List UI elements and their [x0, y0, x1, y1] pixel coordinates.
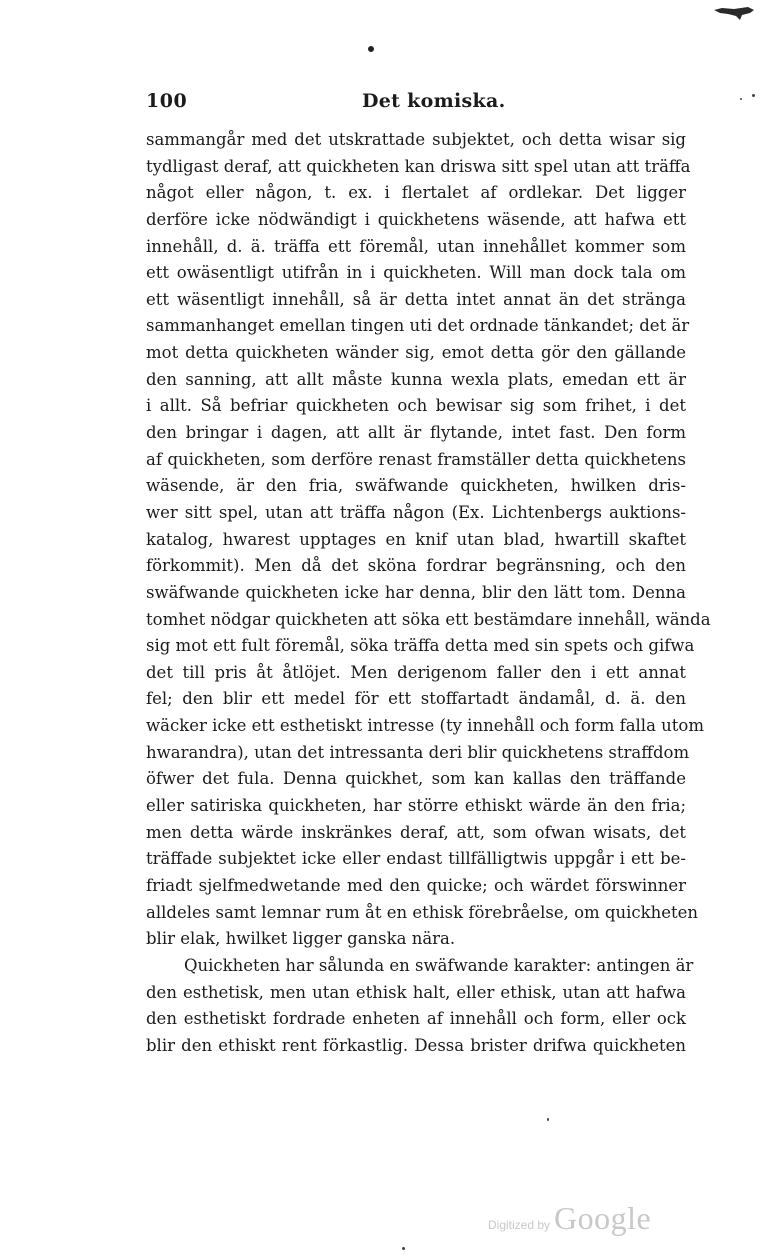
- text-line: ett owäsentligt utifrån in i quickheten. Will man dock tala om: [146, 263, 686, 283]
- text-line: blir den ethiskt rent förkastlig. Dessa brister drifwa quickheten: [146, 1035, 686, 1055]
- text-line: innehåll, d. ä. träffa ett föremål, utan innehållet kommer som: [146, 236, 686, 256]
- text-line: katalog, hwarest upptages en knif utan blad, hwartill skaftet: [146, 529, 686, 549]
- text-line: sammanhanget emellan tingen uti det ordnade tänkandet; det är: [146, 316, 690, 336]
- text-line: den bringar i dagen, att allt är flytande, intet fast. Den form: [146, 423, 686, 443]
- text-line: Quickheten har sålunda en swäfwande karakter: antingen är: [184, 955, 694, 975]
- text-line: den esthetiskt fordrade enheten af innehåll och form, eller ock: [146, 1009, 686, 1029]
- text-line: eller satiriska quickheten, har större ethiskt wärde än den fria;: [146, 796, 686, 816]
- text-line: derföre icke nödwändigt i quickhetens wäsende, att hafwa ett: [146, 209, 686, 229]
- text-line: wer sitt spel, utan att träffa någon (Ex. Lichtenbergs auktions-: [146, 502, 686, 522]
- ink-speck: [402, 1247, 405, 1250]
- ink-dot: [368, 46, 374, 52]
- text-line: wäsende, är den fria, swäfwande quickheten, hwilken dris-: [146, 476, 686, 496]
- google-logo: Google: [554, 1200, 652, 1236]
- corner-ink-smudge: [712, 4, 756, 22]
- text-line: blir elak, hwilket ligger ganska nära.: [146, 929, 456, 949]
- text-line: träffade subjektet icke eller endast tillfälligtwis uppgår i ett be-: [146, 849, 686, 869]
- ink-speck: [740, 98, 742, 100]
- text-line: sig mot ett fult föremål, söka träffa detta med sin spets och gifwa: [146, 636, 695, 656]
- text-line: swäfwande quickheten icke har denna, blir den lätt tom. Denna: [146, 582, 686, 602]
- ink-speck: [752, 94, 755, 97]
- running-head: Det komiska.: [362, 90, 506, 112]
- text-line: något eller någon, t. ex. i flertalet af ordlekar. Det ligger: [146, 183, 686, 203]
- text-line: i allt. Så befriar quickheten och bewisar sig som frihet, i det: [146, 396, 686, 416]
- digitized-by-google-watermark: [488, 1200, 651, 1237]
- text-line: öfwer det fula. Denna quickhet, som kan kallas den träffande: [146, 769, 686, 789]
- body-text: [146, 127, 711, 1059]
- text-line: wäcker icke ett esthetiskt intresse (ty innehåll och form falla utom: [146, 716, 705, 736]
- text-line: fel; den blir ett medel för ett stoffartadt ändamål, d. ä. den: [146, 689, 686, 709]
- text-line: mot detta quickheten wänder sig, emot detta gör den gällande: [146, 343, 686, 363]
- text-line: friadt sjelfmedwetande med den quicke; och wärdet förswinner: [146, 875, 686, 895]
- page-number: 100: [146, 90, 188, 112]
- text-line: ett wäsentligt innehåll, så är detta intet annat än det stränga: [146, 289, 686, 309]
- text-line: den esthetisk, men utan ethisk halt, eller ethisk, utan att hafwa: [146, 982, 686, 1002]
- text-line: hwarandra), utan det intressanta deri blir quickhetens straffdom: [146, 742, 690, 762]
- ink-speck: [547, 1118, 549, 1121]
- watermark-prefix: Digitized by: [488, 1218, 551, 1232]
- text-line: tydligast deraf, att quickheten kan driswa sitt spel utan att träffa: [146, 156, 691, 176]
- text-line: alldeles samt lemnar rum åt en ethisk förebråelse, om quickheten: [146, 902, 699, 922]
- text-line: tomhet nödgar quickheten att söka ett bestämdare innehåll, wända: [146, 609, 711, 629]
- text-line: men detta wärde inskränkes deraf, att, som ofwan wisats, det: [146, 822, 686, 842]
- text-line: sammangår med det utskrattade subjektet, och detta wisar sig: [146, 130, 686, 149]
- text-line: det till pris åt åtlöjet. Men derigenom faller den i ett annat: [146, 662, 686, 682]
- text-line: den sanning, att allt måste kunna wexla plats, emedan ett är: [146, 369, 686, 389]
- text-line: förkommit). Men då det sköna fordrar begränsning, och den: [146, 556, 686, 576]
- text-line: af quickheten, som derföre renast framställer detta quickhetens: [146, 449, 686, 469]
